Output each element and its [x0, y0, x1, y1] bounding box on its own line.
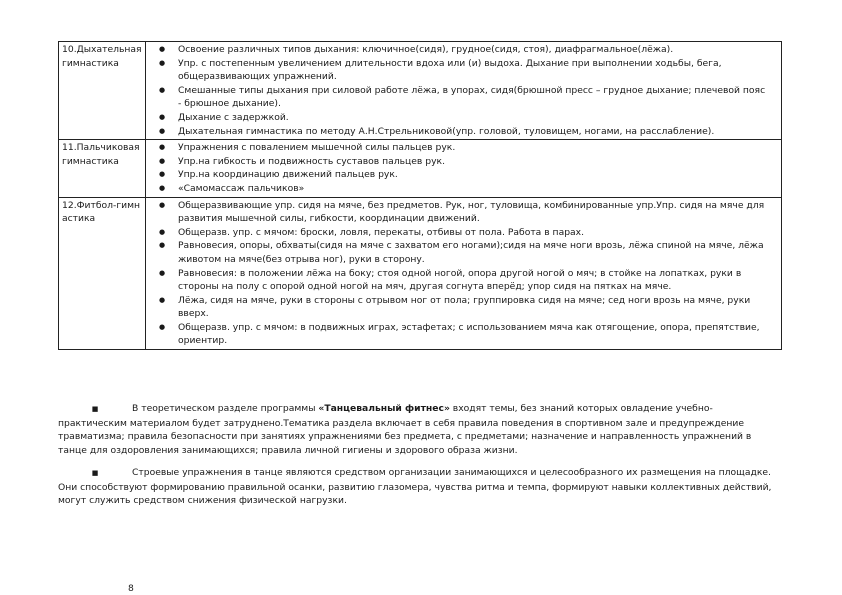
list-item: ● Упражнения с повалением мышечной силы пальцев рук. — [149, 141, 778, 155]
list-item: ● Равновесия: в положении лёжа на боку; стоя одной ногой, опора другой ногой о мяч; в стойке на лопатках, руки в стороны на полу с опорой одной ногой на мяч, другая согнута вперёд; упор сидя на пятках на мяче. — [149, 267, 778, 294]
page-number: 8 — [128, 583, 134, 594]
list-item: ● Общеразв. упр. с мячом: броски, ловля, перекаты, отбивы от пола. Работа в парах. — [149, 226, 778, 240]
row-label: 11.Пальчиковая гимнастика — [59, 140, 146, 197]
program-table — [58, 41, 782, 350]
list-item: ● Общеразв. упр. с мячом: в подвижных играх, эстафетах; с использованием мяча как отягощение, опора, препятствие, ориентир. — [149, 321, 778, 348]
list-item: ● Смешанные типы дыхания при силовой работе лёжа, в упорах, сидя(брюшной пресс – грудное дыхание; плечевой пояс - брюшное дыхание). — [149, 84, 778, 111]
list-item: ● Дыхание с задержкой. — [149, 111, 778, 125]
bullet-list — [149, 141, 778, 195]
list-item: ● Упр.на координацию движений пальцев рук. — [149, 168, 778, 182]
bullet-icon: ■ — [91, 469, 99, 477]
list-item: ● Упр.на гибкость и подвижность суставов пальцев рук. — [149, 155, 778, 169]
list-item: ● Равновесия, опоры, обхваты(сидя на мяче с захватом его ногами);сидя на мяче ноги врозь, лёжа спиной на мяче, лёжа животом на мяче(без отрыва ног), руки в сторону. — [149, 239, 778, 266]
bullet-list — [149, 199, 778, 349]
list-item: ● Лёжа, сидя на мяче, руки в стороны с отрывом ног от пола; группировка сидя на мяче; сед ноги врозь на мяче, руки вверх. — [149, 294, 778, 321]
table-row — [59, 140, 782, 197]
bullet-list — [149, 43, 778, 138]
list-item: ● Дыхательная гимнастика по методу А.Н.Стрельниковой(упр. головой, туловищем, ногами, на расслабление). — [149, 125, 778, 139]
program-name: «Танцевальный фитнес» — [318, 403, 450, 414]
list-item: ● Общеразвивающие упр. сидя на мяче, без предметов. Рук, ног, туловища, комбинированные упр.Упр. сидя на мяче для развития мышечной силы, гибкости, координации движений. — [149, 199, 778, 226]
theory-paragraph: ■ В теоретическом разделе программы «Танцевальный фитнес» входят темы, без знаний которых овладение учебно-практическим материалом будет затруднено.Тематика раздела включает в себя правила поведения в спортивном зале и предупреждение травматизма; правила безопасности при занятиях упражнениями без предмета, с предметами; назначение и направленность упражнений в танце для оздоровления занимающихся; правила личной гигиены и здорового образа жизни. — [58, 403, 752, 456]
row-label: 10.Дыхательная гимнастика — [59, 42, 146, 140]
row-label: 12.Фитбол-гимнастика — [59, 197, 146, 350]
table-row — [59, 197, 782, 350]
table-row — [59, 42, 782, 140]
list-item: ● Освоение различных типов дыхания: ключичное(сидя), грудное(сидя, стоя), диафрагмальное(лёжа). — [149, 43, 778, 57]
list-item: ● «Самомассаж пальчиков» — [149, 182, 778, 196]
bullet-icon: ■ — [91, 405, 99, 413]
drill-paragraph: ■ Строевые упражнения в танце являются средством организации занимающихся и целесообразного их размещения на площадке. Они способствуют формированию правильной осанки, развитию глазомера, чувства ритма и темпа, формируют навыки коллективных действий, могут служить средством снижения физической нагрузки. — [58, 467, 772, 507]
list-item: ● Упр. с постепенным увеличением длительности вдоха или (и) выдоха. Дыхание при выполнении ходьбы, бега, общеразвивающих упражнений. — [149, 57, 778, 84]
